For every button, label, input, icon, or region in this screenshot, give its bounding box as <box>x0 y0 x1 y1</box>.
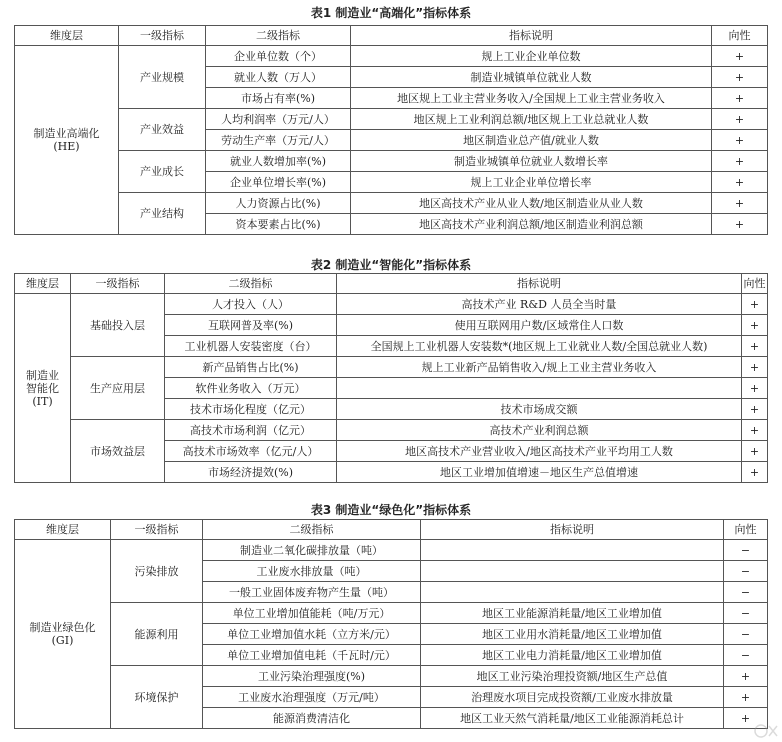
table3 <box>14 519 768 729</box>
primary-indicator-cell: 产业效益 <box>119 109 206 151</box>
indicator-description-cell: 地区高技术产业营业收入/地区高技术产业平均用工人数 <box>337 441 742 462</box>
secondary-indicator-cell: 人均利润率（万元/人） <box>206 109 351 130</box>
direction-cell: − <box>724 561 768 582</box>
secondary-indicator-cell: 就业人数（万人） <box>206 67 351 88</box>
secondary-indicator-cell: 工业废水排放量（吨） <box>203 561 421 582</box>
direction-cell: + <box>742 315 768 336</box>
direction-cell: + <box>724 687 768 708</box>
secondary-indicator-cell: 能源消费清洁化 <box>203 708 421 729</box>
indicator-description-cell <box>421 582 724 603</box>
direction-cell: − <box>724 624 768 645</box>
indicator-description-cell: 规上工业新产品销售收入/规上工业主营业务收入 <box>337 357 742 378</box>
column-header: 向性 <box>712 26 768 46</box>
primary-indicator-cell: 基础投入层 <box>71 294 165 357</box>
column-header: 维度层 <box>15 26 119 46</box>
dimension-cell: 制造业高端化 (HE) <box>15 46 119 235</box>
table-row <box>15 193 768 214</box>
table-row <box>15 540 768 561</box>
column-header: 向性 <box>724 520 768 540</box>
indicator-description-cell: 地区工业污染治理投资额/地区生产总值 <box>421 666 724 687</box>
direction-cell: + <box>742 399 768 420</box>
direction-cell: + <box>712 193 768 214</box>
direction-cell: + <box>742 378 768 399</box>
secondary-indicator-cell: 工业机器人安装密度（台） <box>165 336 337 357</box>
column-header: 一级指标 <box>119 26 206 46</box>
indicator-description-cell: 全国规上工业机器人安装数*(地区规上工业就业人数/全国总就业人数) <box>337 336 742 357</box>
watermark-logo-icon <box>752 722 780 740</box>
secondary-indicator-cell: 高技术市场效率（亿元/人） <box>165 441 337 462</box>
primary-indicator-cell: 产业结构 <box>119 193 206 235</box>
indicator-description-cell: 技术市场成交额 <box>337 399 742 420</box>
indicator-description-cell: 地区工业能源消耗量/地区工业增加值 <box>421 603 724 624</box>
primary-indicator-cell: 能源利用 <box>111 603 203 666</box>
indicator-description-cell: 地区高技术产业利润总额/地区制造业利润总额 <box>351 214 712 235</box>
table-row <box>15 666 768 687</box>
column-header: 维度层 <box>15 520 111 540</box>
secondary-indicator-cell: 市场占有率(%) <box>206 88 351 109</box>
dimension-cell: 制造业绿色化 (GI) <box>15 540 111 729</box>
direction-cell: + <box>712 151 768 172</box>
primary-indicator-cell: 产业成长 <box>119 151 206 193</box>
header-row <box>15 274 768 294</box>
indicator-description-cell: 地区规上工业利润总额/地区规上工业总就业人数 <box>351 109 712 130</box>
direction-cell: + <box>742 462 768 483</box>
secondary-indicator-cell: 就业人数增加率(%) <box>206 151 351 172</box>
indicator-description-cell <box>337 378 742 399</box>
table3-title: 表3 制造业“绿色化”指标体系 <box>310 503 472 517</box>
direction-cell: + <box>712 130 768 151</box>
column-header: 指标说明 <box>351 26 712 46</box>
table1 <box>14 25 768 235</box>
primary-indicator-cell: 环境保护 <box>111 666 203 729</box>
table2-title: 表2 制造业“智能化”指标体系 <box>310 258 472 272</box>
direction-cell: − <box>724 540 768 561</box>
indicator-description-cell <box>421 561 724 582</box>
secondary-indicator-cell: 新产品销售占比(%) <box>165 357 337 378</box>
direction-cell: + <box>712 46 768 67</box>
secondary-indicator-cell: 技术市场化程度（亿元） <box>165 399 337 420</box>
table-row <box>15 151 768 172</box>
indicator-description-cell: 地区高技术产业从业人数/地区制造业从业人数 <box>351 193 712 214</box>
direction-cell: + <box>724 708 768 729</box>
column-header: 二级指标 <box>203 520 421 540</box>
primary-indicator-cell: 生产应用层 <box>71 357 165 420</box>
header-row <box>15 520 768 540</box>
secondary-indicator-cell: 资本要素占比(%) <box>206 214 351 235</box>
secondary-indicator-cell: 一般工业固体废弃物产生量（吨） <box>203 582 421 603</box>
indicator-description-cell: 高技术产业利润总额 <box>337 420 742 441</box>
primary-indicator-cell: 市场效益层 <box>71 420 165 483</box>
secondary-indicator-cell: 市场经济提效(%) <box>165 462 337 483</box>
direction-cell: − <box>724 603 768 624</box>
secondary-indicator-cell: 互联网普及率(%) <box>165 315 337 336</box>
column-header: 一级指标 <box>111 520 203 540</box>
table-row <box>15 294 768 315</box>
direction-cell: + <box>724 666 768 687</box>
secondary-indicator-cell: 软件业务收入（万元） <box>165 378 337 399</box>
direction-cell: + <box>742 441 768 462</box>
indicator-description-cell: 治理废水项目完成投资额/工业废水排放量 <box>421 687 724 708</box>
column-header: 二级指标 <box>165 274 337 294</box>
indicator-description-cell <box>421 540 724 561</box>
secondary-indicator-cell: 企业单位数（个） <box>206 46 351 67</box>
secondary-indicator-cell: 单位工业增加值水耗（立方米/元） <box>203 624 421 645</box>
table-row <box>15 46 768 67</box>
column-header: 一级指标 <box>71 274 165 294</box>
direction-cell: − <box>724 645 768 666</box>
indicator-description-cell: 制造业城镇单位就业人数 <box>351 67 712 88</box>
indicator-description-cell: 规上工业企业单位增长率 <box>351 172 712 193</box>
indicator-description-cell: 地区规上工业主营业务收入/全国规上工业主营业务收入 <box>351 88 712 109</box>
direction-cell: + <box>712 172 768 193</box>
header-row <box>15 26 768 46</box>
secondary-indicator-cell: 劳动生产率（万元/人） <box>206 130 351 151</box>
column-header: 二级指标 <box>206 26 351 46</box>
column-header: 维度层 <box>15 274 71 294</box>
direction-cell: + <box>712 88 768 109</box>
direction-cell: + <box>712 109 768 130</box>
table2 <box>14 273 768 483</box>
table1-title: 表1 制造业“高端化”指标体系 <box>310 6 472 20</box>
secondary-indicator-cell: 制造业二氧化碳排放量（吨） <box>203 540 421 561</box>
secondary-indicator-cell: 工业污染治理强度(%) <box>203 666 421 687</box>
column-header: 向性 <box>742 274 768 294</box>
direction-cell: + <box>742 420 768 441</box>
table-row <box>15 109 768 130</box>
direction-cell: + <box>742 294 768 315</box>
column-header: 指标说明 <box>337 274 742 294</box>
indicator-description-cell: 规上工业企业单位数 <box>351 46 712 67</box>
indicator-description-cell: 地区制造业总产值/就业人数 <box>351 130 712 151</box>
direction-cell: + <box>712 67 768 88</box>
secondary-indicator-cell: 单位工业增加值电耗（千瓦时/元） <box>203 645 421 666</box>
table-row <box>15 420 768 441</box>
direction-cell: + <box>742 357 768 378</box>
secondary-indicator-cell: 高技术市场利润（亿元） <box>165 420 337 441</box>
secondary-indicator-cell: 工业废水治理强度（万元/吨） <box>203 687 421 708</box>
indicator-description-cell: 地区工业增加值增速－地区生产总值增速 <box>337 462 742 483</box>
table-row <box>15 357 768 378</box>
indicator-description-cell: 使用互联网用户数/区域常住人口数 <box>337 315 742 336</box>
direction-cell: − <box>724 582 768 603</box>
table-row <box>15 603 768 624</box>
dimension-cell: 制造业 智能化 (IT) <box>15 294 71 483</box>
secondary-indicator-cell: 单位工业增加值能耗（吨/万元） <box>203 603 421 624</box>
primary-indicator-cell: 污染排放 <box>111 540 203 603</box>
direction-cell: + <box>742 336 768 357</box>
primary-indicator-cell: 产业规模 <box>119 46 206 109</box>
direction-cell: + <box>712 214 768 235</box>
secondary-indicator-cell: 人力资源占比(%) <box>206 193 351 214</box>
indicator-description-cell: 地区工业用水消耗量/地区工业增加值 <box>421 624 724 645</box>
indicator-description-cell: 地区工业天然气消耗量/地区工业能源消耗总计 <box>421 708 724 729</box>
column-header: 指标说明 <box>421 520 724 540</box>
indicator-description-cell: 制造业城镇单位就业人数增长率 <box>351 151 712 172</box>
indicator-description-cell: 地区工业电力消耗量/地区工业增加值 <box>421 645 724 666</box>
secondary-indicator-cell: 企业单位增长率(%) <box>206 172 351 193</box>
indicator-description-cell: 高技术产业 R&D 人员全当时量 <box>337 294 742 315</box>
secondary-indicator-cell: 人才投入（人） <box>165 294 337 315</box>
